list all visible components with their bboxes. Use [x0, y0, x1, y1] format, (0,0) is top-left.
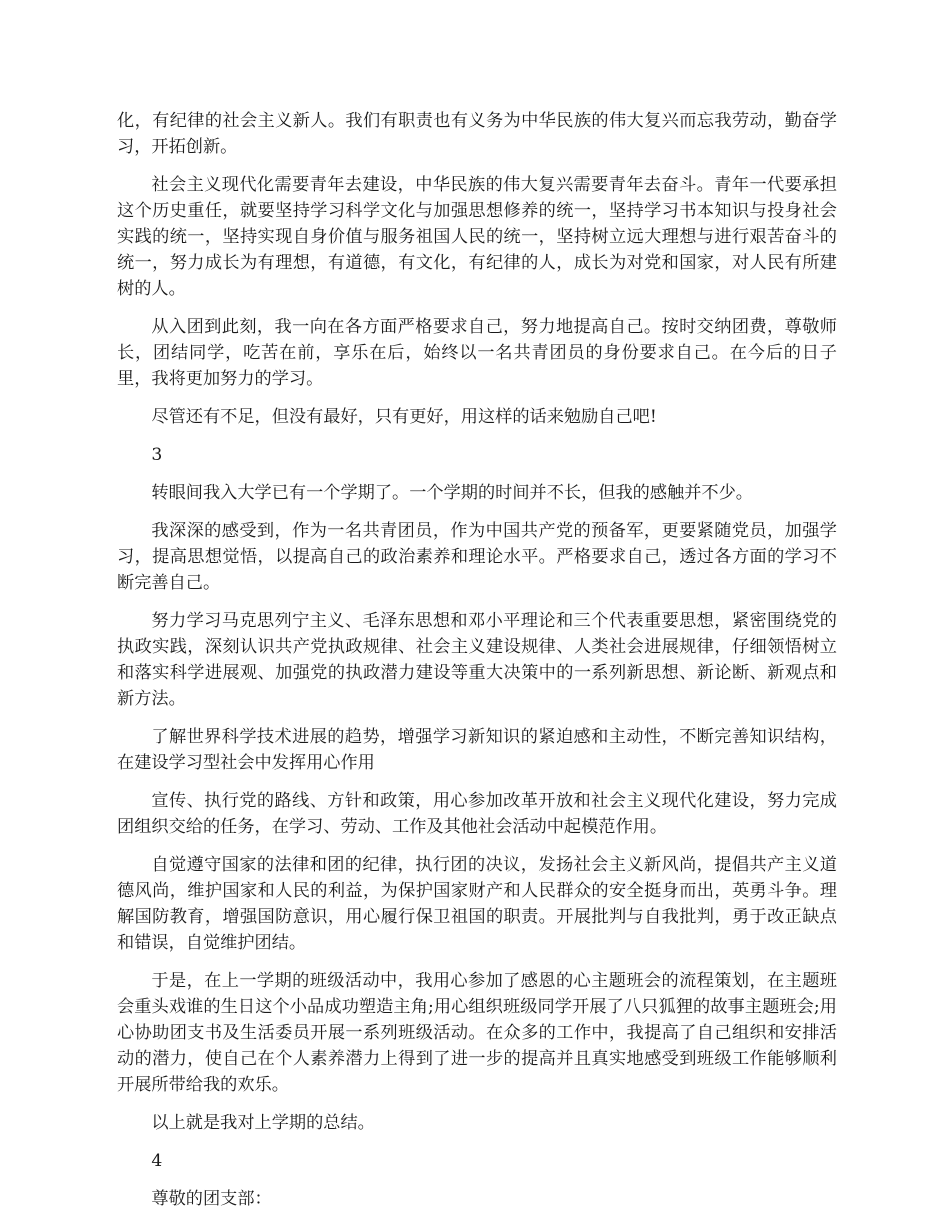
document-body	[117, 108, 837, 1224]
paragraph: 社会主义现代化需要青年去建设，中华民族的伟大复兴需要青年去奋斗。青年一代要承担这个历史重任，就要坚持学习科学文化与加强思想修养的统一，坚持学习书本知识与投身社会实践的统一，坚持实现自身价值与服务祖国人民的统一，坚持树立远大理想与进行艰苦奋斗的统一，努力成长为有理想，有道德，有文化，有纪律的人，成长为对党和国家，对人民有所建树的人。	[117, 175, 837, 299]
paragraph: 于是，在上一学期的班级活动中，我用心参加了感恩的心主题班会的流程策划，在主题班会重头戏谁的生日这个小品成功塑造主角;用心组织班级同学开展了八只狐狸的故事主题班会;用心协助团支书及生活委员开展一系列班级活动。在众多的工作中，我提高了自己组织和安排活动的潜力，使自己在个人素养潜力上得到了进一步的提高并且真实地感受到班级工作能够顺利开展所带给我的欢乐。	[117, 971, 837, 1095]
paragraph: 转眼间我入大学已有一个学期了。一个学期的时间并不长，但我的感触并不少。	[151, 483, 753, 503]
paragraph: 化，有纪律的社会主义新人。我们有职责也有义务为中华民族的伟大复兴而忘我劳动，勤奋学习，开拓创新。	[117, 111, 837, 157]
paragraph: 自觉遵守国家的法律和团的纪律，执行团的决议，发扬社会主义新风尚，提倡共产主义道德风尚，维护国家和人民的利益，为保护国家财产和人民群众的安全挺身而出，英勇斗争。理解国防教育，增强国防意识，用心履行保卫祖国的职责。开展批判与自我批判，勇于改正缺点和错误，自觉维护团结。	[117, 855, 837, 953]
paragraph: 宣传、执行党的路线、方针和政策，用心参加改革开放和社会主义现代化建设，努力完成团组织交给的任务，在学习、劳动、工作及其他社会活动中起模范作用。	[117, 791, 837, 837]
salutation: 尊敬的团支部：	[151, 1189, 272, 1209]
paragraph: 了解世界科学技术进展的趋势，增强学习新知识的紧迫感和主动性，不断完善知识结构，在建设学习型社会中发挥用心作用	[117, 727, 837, 773]
paragraph: 从入团到此刻，我一向在各方面严格要求自己，努力地提高自己。按时交纳团费，尊敬师长，团结同学，吃苦在前，享乐在后，始终以一名共青团员的身份要求自己。在今后的日子里，我将更加努力的学习。	[117, 317, 837, 389]
section-number: 3	[151, 445, 163, 465]
paragraph: 以上就是我对上学期的总结。	[151, 1113, 375, 1133]
paragraph: 尽管还有不足，但没有最好，只有更好，用这样的话来勉励自己吧!	[151, 407, 657, 427]
paragraph: 努力学习马克思列宁主义、毛泽东思想和邓小平理论和三个代表重要思想，紧密围绕党的执政实践，深刻认识共产党执政规律、社会主义建设规律、人类社会进展规律，仔细领悟树立和落实科学进展观、加强党的执政潜力建设等重大决策中的一系列新思想、新论断、新观点和新方法。	[117, 611, 837, 709]
section-number: 4	[151, 1151, 163, 1171]
paragraph: 我深深的感受到，作为一名共青团员，作为中国共产党的预备军，更要紧随党员，加强学习，提高思想觉悟，以提高自己的政治素养和理论水平。严格要求自己，透过各方面的学习不断完善自己。	[117, 521, 837, 593]
